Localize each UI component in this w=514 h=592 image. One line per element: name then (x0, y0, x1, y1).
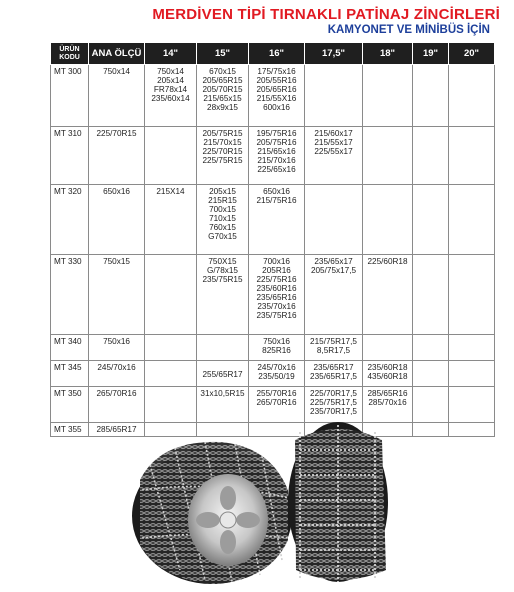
size-18-cell: 285/65R16 285/70x16 (363, 387, 413, 423)
size-19-cell (413, 255, 449, 335)
size-14-cell (145, 335, 197, 361)
product-code-cell: MT 345 (51, 361, 89, 387)
size-20-cell (449, 335, 495, 361)
size-19-cell (413, 65, 449, 127)
main-size-cell: 750x15 (89, 255, 145, 335)
size-19-cell (413, 387, 449, 423)
size-15-cell: 31x10,5R15 (197, 387, 249, 423)
table-row (51, 387, 495, 423)
size-16-cell: 195/75R16 205/75R16 215/65x16 215/70x16 225/65x16 (249, 127, 305, 185)
table-row (51, 255, 495, 335)
product-code-cell: MT 330 (51, 255, 89, 335)
column-header-16: 16" (249, 43, 305, 65)
size-14-cell (145, 255, 197, 335)
main-size-cell: 225/70R15 (89, 127, 145, 185)
column-header-17-5: 17,5" (305, 43, 363, 65)
size-20-cell (449, 255, 495, 335)
column-header-20: 20" (449, 43, 495, 65)
size-16-cell: 700x16 205R16 225/75R16 235/60R16 235/65R16 235/70x16 235/75R16 (249, 255, 305, 335)
size-18-cell: 225/60R18 (363, 255, 413, 335)
product-code-cell: MT 320 (51, 185, 89, 255)
size-18-cell (363, 65, 413, 127)
size-20-cell (449, 423, 495, 437)
size-17-5-cell (305, 65, 363, 127)
column-header-main-size: ANA ÖLÇÜ (89, 43, 145, 65)
size-17-5-cell: 235/65R17 235/65R17,5 (305, 361, 363, 387)
main-size-cell: 750x16 (89, 335, 145, 361)
column-header-14: 14" (145, 43, 197, 65)
main-size-cell: 285/65R17 (89, 423, 145, 437)
size-16-cell: 175/75x16 205/55R16 205/65R16 215/55X16 600x16 (249, 65, 305, 127)
size-18-cell: 235/60R18 435/60R18 (363, 361, 413, 387)
column-header-code: ÜRÜN KODU (51, 43, 89, 65)
size-15-cell: 205x15 215R15 700x15 710x15 760x15 G70x15 (197, 185, 249, 255)
table-row (51, 361, 495, 387)
table-row (51, 65, 495, 127)
size-18-cell (363, 335, 413, 361)
size-14-cell (145, 127, 197, 185)
table-row (51, 127, 495, 185)
main-size-cell: 245/70x16 (89, 361, 145, 387)
size-17-5-cell: 235/65x17 205/75x17,5 (305, 255, 363, 335)
table-row (51, 185, 495, 255)
size-17-5-cell (305, 185, 363, 255)
main-size-cell: 750x14 (89, 65, 145, 127)
tire-chain-product-photo (120, 420, 400, 588)
size-16-cell: 650x16 215/75R16 (249, 185, 305, 255)
size-15-cell: 255/65R17 (197, 361, 249, 387)
size-15-cell: 750X15 G/78x15 235/75R15 (197, 255, 249, 335)
size-14-cell (145, 361, 197, 387)
main-size-cell: 265/70R16 (89, 387, 145, 423)
size-15-cell (197, 335, 249, 361)
front-tire (132, 442, 292, 584)
size-20-cell (449, 361, 495, 387)
size-15-cell: 670x15 205/65R15 205/70R15 215/65x15 28x9x15 (197, 65, 249, 127)
rear-tire (288, 422, 388, 582)
size-18-cell (363, 185, 413, 255)
table-header-row (51, 43, 495, 65)
column-header-19: 19" (413, 43, 449, 65)
size-14-cell: 750x14 205x14 FR78x14 235/60x14 (145, 65, 197, 127)
size-20-cell (449, 387, 495, 423)
size-20-cell (449, 185, 495, 255)
size-18-cell (363, 127, 413, 185)
page-subtitle: KAMYONET VE MİNİBÜS İÇİN (327, 24, 490, 36)
size-19-cell (413, 335, 449, 361)
size-chart-table (50, 42, 495, 437)
size-17-5-cell: 215/60x17 215/55x17 225/55x17 (305, 127, 363, 185)
size-17-5-cell: 225/70R17,5 225/75R17,5 235/70R17,5 (305, 387, 363, 423)
product-code-cell: MT 350 (51, 387, 89, 423)
product-code-cell: MT 355 (51, 423, 89, 437)
size-19-cell (413, 185, 449, 255)
size-15-cell: 205/75R15 215/70x15 225/70R15 225/75R15 (197, 127, 249, 185)
size-20-cell (449, 127, 495, 185)
size-16-cell: 750x16 825R16 (249, 335, 305, 361)
size-14-cell (145, 387, 197, 423)
main-size-cell: 650x16 (89, 185, 145, 255)
column-header-15: 15" (197, 43, 249, 65)
product-code-cell: MT 340 (51, 335, 89, 361)
size-19-cell (413, 361, 449, 387)
size-16-cell: 255/70R16 265/70R16 (249, 387, 305, 423)
table-row (51, 335, 495, 361)
size-19-cell (413, 127, 449, 185)
page-title: MERDİVEN TİPİ TIRNAKLI PATİNAJ ZİNCİRLERİ (152, 6, 500, 23)
product-code-cell: MT 310 (51, 127, 89, 185)
column-header-18: 18" (363, 43, 413, 65)
size-16-cell: 245/70x16 235/50/19 (249, 361, 305, 387)
size-20-cell (449, 65, 495, 127)
product-code-cell: MT 300 (51, 65, 89, 127)
size-14-cell: 215X14 (145, 185, 197, 255)
size-19-cell (413, 423, 449, 437)
size-17-5-cell: 215/75R17,5 8,5R17,5 (305, 335, 363, 361)
